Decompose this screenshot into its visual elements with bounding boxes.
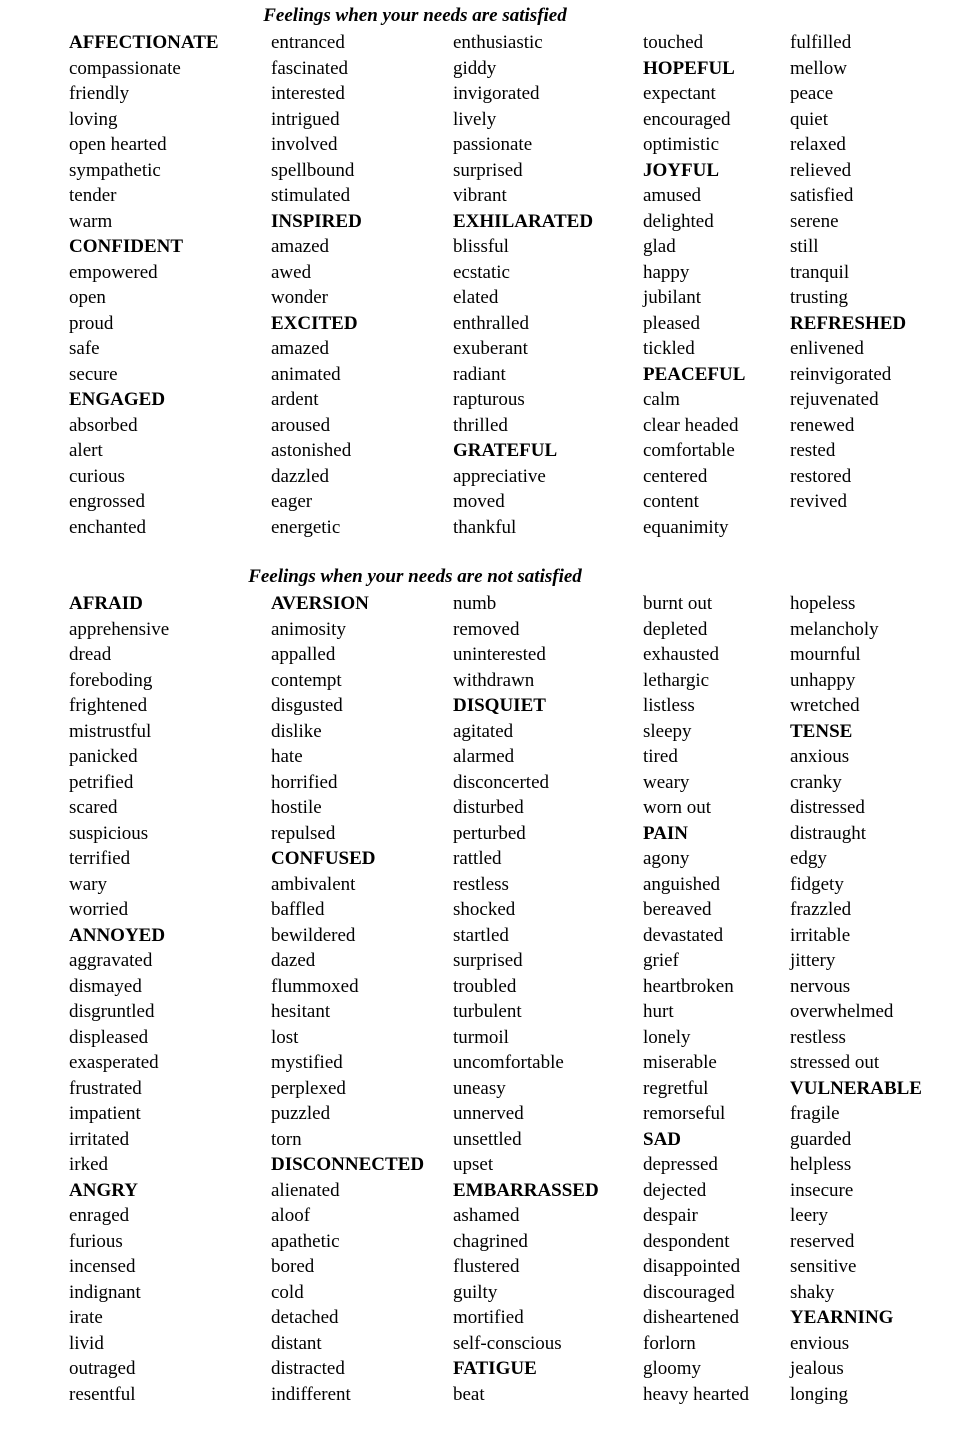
feeling-word: remorseful [643,1103,726,1124]
category-heading: GRATEFUL [453,440,558,461]
category-heading: HOPEFUL [643,57,735,79]
feeling-word: perplexed [271,1077,346,1099]
feeling-word: enlivened [790,338,864,359]
feeling-word: relieved [790,159,852,181]
feeling-word: wonder [271,287,328,308]
feeling-word: exuberant [453,338,528,359]
feeling-word: fascinated [271,57,349,79]
feeling-word: restless [790,1026,846,1048]
feeling-word: alert [69,440,103,461]
feeling-word: frightened [69,695,148,716]
feeling-word: enthusiastic [453,32,543,53]
feeling-word: overwhelmed [790,1001,894,1022]
satisfied-column-4 [643,30,745,540]
feeling-word: unsettled [453,1128,522,1150]
feeling-word: rested [790,440,836,461]
feeling-word: lonely [643,1026,691,1048]
feeling-word: stressed out [790,1052,880,1073]
feeling-word: ashamed [453,1205,520,1226]
feeling-word: incensed [69,1256,136,1277]
feeling-word: thankful [453,516,517,538]
feeling-word: intrigued [271,108,340,130]
feeling-word: disgusted [271,695,343,716]
feeling-word: beat [453,1383,485,1405]
feeling-word: surprised [453,950,523,971]
feeling-word: astonished [271,440,352,461]
feeling-word: amazed [271,338,330,359]
category-heading: EMBARRASSED [453,1179,599,1201]
feeling-word: lost [271,1026,299,1048]
feeling-word: reinvigorated [790,363,892,385]
category-heading: DISCONNECTED [271,1154,425,1175]
feeling-word: nervous [790,975,851,997]
feeling-word: revived [790,491,847,512]
feeling-word: loving [69,108,118,130]
feeling-word: giddy [453,57,497,79]
feeling-word: hostile [271,797,322,818]
feeling-word: foreboding [69,669,153,691]
feeling-word: spellbound [271,159,355,181]
feeling-word: amazed [271,236,330,257]
section-title-unsatisfied: Feelings when your needs are not satisfied [248,566,582,587]
feeling-word: fulfilled [790,32,852,53]
feeling-word: agitated [453,720,514,742]
feeling-word: alienated [271,1179,340,1201]
feeling-word: repulsed [271,822,336,844]
feeling-word: tickled [643,338,695,359]
feeling-word: expectant [643,83,716,104]
feeling-word: anxious [790,746,850,767]
category-heading: INSPIRED [271,210,362,232]
feeling-word: entranced [271,32,345,53]
feeling-word: unhappy [790,669,856,691]
category-heading: FATIGUE [453,1358,537,1379]
feeling-word: discouraged [643,1281,735,1303]
feeling-word: impatient [69,1103,141,1124]
feeling-word: depressed [643,1154,718,1175]
feeling-word: panicked [69,746,138,767]
feeling-word: tender [69,185,117,206]
feeling-word: outraged [69,1358,136,1379]
feeling-word: puzzled [271,1103,331,1124]
feeling-word: rattled [453,848,502,869]
unsatisfied-column-4 [643,591,749,1407]
feeling-word: disappointed [643,1256,741,1277]
feeling-word: surprised [453,159,523,181]
feeling-word: wretched [790,695,860,716]
feeling-word: aggravated [69,950,153,971]
feeling-word: restored [790,465,852,487]
feeling-word: blissful [453,236,509,257]
feeling-word: startled [453,924,509,946]
feeling-word: distraught [790,822,866,844]
feeling-word: bewildered [271,924,356,946]
category-heading: EXHILARATED [453,210,594,232]
feeling-word: still [790,236,819,257]
feeling-word: animated [271,363,341,385]
feeling-word: shocked [453,899,516,920]
feeling-word: invigorated [453,83,540,104]
feeling-word: irked [69,1154,109,1175]
feeling-word: dazed [271,950,316,971]
feeling-word: irritated [69,1128,130,1150]
category-heading: JOYFUL [643,159,719,181]
feeling-word: amused [643,185,702,206]
feeling-word: animosity [271,618,346,640]
category-heading: REFRESHED [790,312,907,334]
feeling-word: indignant [69,1281,141,1303]
feeling-word: dislike [271,720,322,742]
feeling-word: stimulated [271,185,351,206]
feeling-word: resentful [69,1383,136,1405]
section-title-satisfied: Feelings when your needs are satisfied [263,5,567,26]
feeling-word: vibrant [453,185,507,206]
category-heading: AFRAID [69,593,143,614]
feeling-word: numb [453,593,497,614]
satisfied-column-2 [271,30,362,540]
feeling-word: content [643,491,699,512]
feeling-word: detached [271,1307,339,1328]
category-heading: AFFECTIONATE [69,32,219,53]
feeling-word: empowered [69,261,158,283]
feeling-word: satisfied [790,185,854,206]
feeling-word: depleted [643,618,708,640]
category-heading: PEACEFUL [643,363,746,385]
category-heading: DISQUIET [453,695,546,716]
feeling-word: withdrawn [453,669,535,691]
feeling-word: envious [790,1332,850,1354]
feeling-word: heartbroken [643,975,734,997]
feeling-word: wary [69,873,107,895]
feeling-word: touched [643,32,704,53]
feeling-word: despondent [643,1230,730,1252]
feeling-word: gloomy [643,1358,702,1379]
category-heading: ANNOYED [69,924,166,946]
feeling-word: ecstatic [453,261,510,283]
category-heading: ANGRY [69,1179,138,1201]
feeling-word: distant [271,1332,322,1354]
feeling-word: cold [271,1281,304,1303]
feeling-word: despair [643,1205,698,1226]
feeling-word: lethargic [643,669,710,691]
feeling-word: helpless [790,1154,852,1175]
feeling-word: flustered [453,1256,520,1277]
feeling-word: frazzled [790,899,852,920]
feeling-word: tranquil [790,261,850,283]
feeling-word: flummoxed [271,975,359,997]
category-heading: VULNERABLE [790,1077,922,1099]
feeling-word: turbulent [453,1001,522,1022]
feeling-word: enthralled [453,312,529,334]
feeling-word: baffled [271,899,325,920]
feeling-word: appalled [271,644,336,665]
feeling-word: burnt out [643,593,713,614]
feeling-word: reserved [790,1230,855,1252]
feeling-word: jittery [790,950,836,971]
feeling-word: sleepy [643,720,692,742]
feeling-word: friendly [69,83,130,104]
feeling-word: irritable [790,924,851,946]
feeling-word: distressed [790,797,865,818]
feeling-word: renewed [790,414,855,436]
feeling-word: moved [453,491,505,512]
feeling-word: engrossed [69,491,145,512]
feeling-word: forlorn [643,1332,696,1354]
feeling-word: suspicious [69,822,149,844]
feeling-word: devastated [643,924,724,946]
feeling-word: contempt [271,669,342,691]
feeling-word: terrified [69,848,131,869]
feeling-word: perturbed [453,822,526,844]
feeling-word: hopeless [790,593,856,614]
feeling-word: exasperated [69,1052,159,1073]
feeling-word: enraged [69,1205,130,1226]
feeling-word: disgruntled [69,1001,155,1022]
feeling-word: radiant [453,363,506,385]
feeling-word: distracted [271,1358,345,1379]
feeling-word: leery [790,1205,828,1226]
feeling-word: guarded [790,1128,852,1150]
feeling-word: happy [643,261,690,283]
feeling-word: uncomfortable [453,1052,564,1073]
unsatisfied-column-3 [453,591,599,1407]
feeling-word: energetic [271,516,341,538]
satisfied-column-1 [69,30,219,540]
feeling-word: uneasy [453,1077,506,1099]
feeling-word: centered [643,465,708,487]
feeling-word: delighted [643,210,714,232]
feeling-word: aloof [271,1205,311,1226]
feeling-word: cranky [790,771,842,793]
feeling-word: horrified [271,771,338,793]
category-heading: EXCITED [271,312,358,334]
feeling-word: absorbed [69,414,138,436]
feeling-word: petrified [69,771,134,793]
feeling-word: optimistic [643,134,719,155]
feeling-word: livid [69,1332,104,1354]
feeling-word: unnerved [453,1103,524,1124]
category-heading: CONFUSED [271,848,376,869]
feeling-word: mistrustful [69,720,152,742]
feeling-word: thrilled [453,414,508,436]
feeling-word: displeased [69,1026,149,1048]
feeling-word: involved [271,134,338,155]
feeling-word: self-conscious [453,1332,562,1354]
category-heading: PAIN [643,822,689,844]
category-heading: SAD [643,1128,682,1150]
feeling-word: ambivalent [271,873,356,895]
feeling-word: scared [69,797,118,818]
feeling-word: restless [453,873,509,895]
feeling-word: disheartened [643,1307,740,1328]
feeling-word: uninterested [453,644,546,665]
feeling-word: insecure [790,1179,854,1201]
feeling-word: exhausted [643,644,719,665]
feeling-word: irate [69,1307,103,1328]
feeling-word: guilty [453,1281,498,1303]
feeling-word: disturbed [453,797,524,818]
feeling-word: eager [271,491,313,512]
satisfied-column-5 [790,30,906,515]
feeling-word: peace [790,83,834,104]
feeling-word: quiet [790,108,828,130]
feeling-word: mystified [271,1052,343,1073]
feeling-word: safe [69,338,100,359]
feeling-word: clear headed [643,414,739,436]
feeling-word: equanimity [643,516,729,538]
feeling-word: dazzled [271,465,330,487]
feeling-word: hesitant [271,1001,331,1022]
feeling-word: aroused [271,414,331,436]
feeling-word: weary [643,771,690,793]
feeling-word: regretful [643,1077,709,1099]
feeling-word: sensitive [790,1256,857,1277]
feeling-word: furious [69,1230,123,1252]
feeling-word: trusting [790,287,849,308]
unsatisfied-column-2 [271,591,424,1407]
feeling-word: open [69,287,106,308]
feeling-word: jealous [790,1358,844,1379]
feeling-word: apathetic [271,1230,340,1252]
feeling-word: chagrined [453,1230,528,1252]
feeling-word: mortified [453,1307,524,1328]
feeling-word: longing [790,1383,849,1405]
unsatisfied-column-1 [69,591,169,1407]
feeling-word: glad [643,236,676,257]
feeling-word: rapturous [453,389,525,410]
feeling-word: bored [271,1256,315,1277]
feeling-word: lively [453,108,497,130]
feeling-word: secure [69,363,118,385]
category-heading: YEARNING [790,1307,894,1328]
feeling-word: turmoil [453,1026,509,1048]
feeling-word: passionate [453,134,533,155]
feeling-word: hurt [643,1001,674,1022]
feeling-word: proud [69,312,114,334]
feeling-word: appreciative [453,465,546,487]
feeling-word: upset [453,1154,494,1175]
feeling-word: removed [453,618,520,640]
feeling-word: elated [453,287,499,308]
feeling-word: dejected [643,1179,707,1201]
feeling-word: grief [643,950,679,971]
feeling-word: mellow [790,57,847,79]
feeling-word: alarmed [453,746,515,767]
feeling-word: worn out [643,797,712,818]
feeling-word: troubled [453,975,517,997]
feeling-word: apprehensive [69,618,170,640]
feeling-word: dread [69,644,112,665]
feeling-word: jubilant [643,287,702,308]
feeling-word: calm [643,389,680,410]
feeling-word: shaky [790,1281,835,1303]
feeling-word: frustrated [69,1077,142,1099]
feeling-word: edgy [790,848,827,869]
feeling-word: interested [271,83,345,104]
satisfied-column-3 [453,30,593,540]
feeling-word: serene [790,210,839,232]
feeling-word: heavy hearted [643,1383,750,1405]
feeling-word: tired [643,746,678,767]
feeling-word: fragile [790,1103,840,1124]
feeling-word: torn [271,1128,302,1150]
feeling-word: rejuvenated [790,389,879,410]
category-heading: TENSE [790,720,853,742]
feeling-word: enchanted [69,516,147,538]
category-heading: ENGAGED [69,389,166,410]
feeling-word: bereaved [643,899,712,920]
unsatisfied-column-5 [790,591,922,1407]
feeling-word: agony [643,848,690,869]
feeling-word: comfortable [643,440,735,461]
feeling-word: sympathetic [69,159,161,181]
feeling-word: fidgety [790,873,844,895]
category-heading: AVERSION [271,593,369,614]
feeling-word: curious [69,465,125,487]
feeling-word: indifferent [271,1383,351,1405]
feeling-word: dismayed [69,975,142,997]
feeling-word: ardent [271,389,319,410]
feeling-word: pleased [643,312,700,334]
feeling-word: worried [69,899,129,920]
feeling-word: hate [271,746,303,767]
feeling-word: listless [643,695,695,716]
feeling-word: warm [69,210,113,232]
feeling-word: awed [271,261,312,283]
feeling-word: open hearted [69,134,167,155]
feeling-word: disconcerted [453,771,550,793]
feeling-word: mournful [790,644,861,665]
feeling-word: relaxed [790,134,846,155]
feeling-word: compassionate [69,57,181,79]
feeling-word: melancholy [790,618,879,640]
category-heading: CONFIDENT [69,236,184,257]
feeling-word: miserable [643,1052,717,1073]
feeling-word: encouraged [643,108,731,130]
feeling-word: anguished [643,873,721,895]
